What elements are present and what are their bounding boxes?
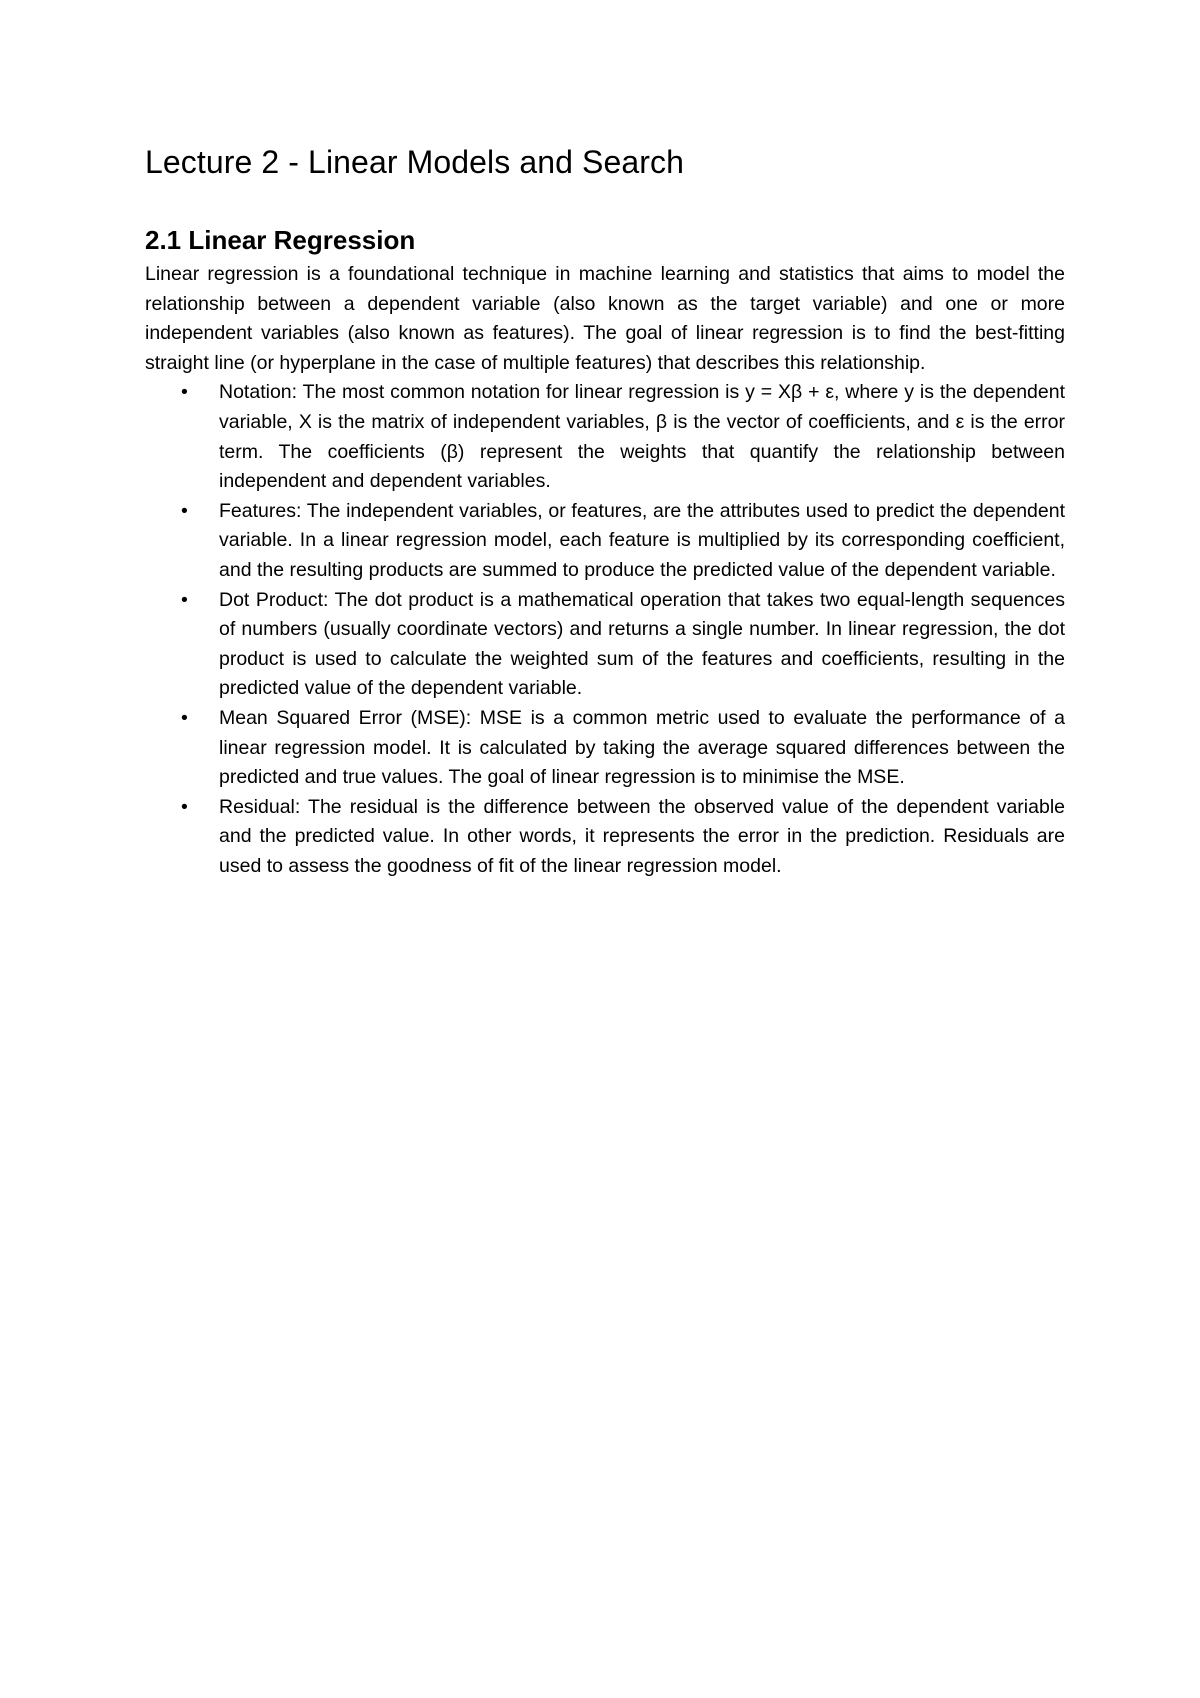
bullet-item-notation xyxy=(145,378,1065,496)
bullet-text: Features: The independent variables, or features, are the attributes used to predict the dependent variable. In a linear regression model, each feature is multiplied by its corresponding coefficient, and the resulting products are summed to produce the predicted value of the dependent variable. xyxy=(219,499,1065,581)
bullet-text: Residual: The residual is the difference between the observed value of the dependent variable and the predicted value. In other words, it represents the error in the prediction. Residuals are used to assess the goodness of fit of the linear regression model. xyxy=(219,795,1065,877)
bullet-item-mse xyxy=(145,704,1065,793)
bullet-icon: • xyxy=(181,499,188,522)
bullet-item-features xyxy=(145,497,1065,586)
bullet-item-residual xyxy=(145,793,1065,882)
bullet-icon: • xyxy=(181,795,188,818)
bullet-icon: • xyxy=(181,381,188,404)
bullet-icon: • xyxy=(181,706,188,729)
bullet-icon: • xyxy=(181,588,188,611)
bullet-text: Notation: The most common notation for linear regression is y = Xβ + ε, where y is the dependent variable, X is the matrix of independent variables, β is the vector of coefficients, and ε is the error term. The coefficients (β) represent the weights that quantify the relationship between independent and dependent variables. xyxy=(219,381,1065,493)
section-heading: 2.1 Linear Regression xyxy=(145,225,416,255)
bullet-item-dot-product xyxy=(145,586,1065,704)
intro-paragraph: Linear regression is a foundational technique in machine learning and statistics that aims to model the relationship between a dependent variable (also known as the target variable) and one or more independent variables (also known as features). The goal of linear regression is to find the best-fitting straight line (or hyperplane in the case of multiple features) that describes this relationship. xyxy=(145,263,1065,374)
bullet-text: Dot Product: The dot product is a mathematical operation that takes two equal-length sequences of numbers (usually coordinate vectors) and returns a single number. In linear regression, the dot product is used to calculate the weighted sum of the features and coefficients, resulting in the predicted value of the dependent variable. xyxy=(219,588,1065,700)
bullet-text: Mean Squared Error (MSE): MSE is a common metric used to evaluate the performance of a linear regression model. It is calculated by taking the average squared differences between the predicted and true values. The goal of linear regression is to minimise the MSE. xyxy=(219,706,1065,789)
document-content xyxy=(145,142,1065,881)
document-title: Lecture 2 - Linear Models and Search xyxy=(145,144,685,180)
bullet-list xyxy=(145,378,1065,881)
